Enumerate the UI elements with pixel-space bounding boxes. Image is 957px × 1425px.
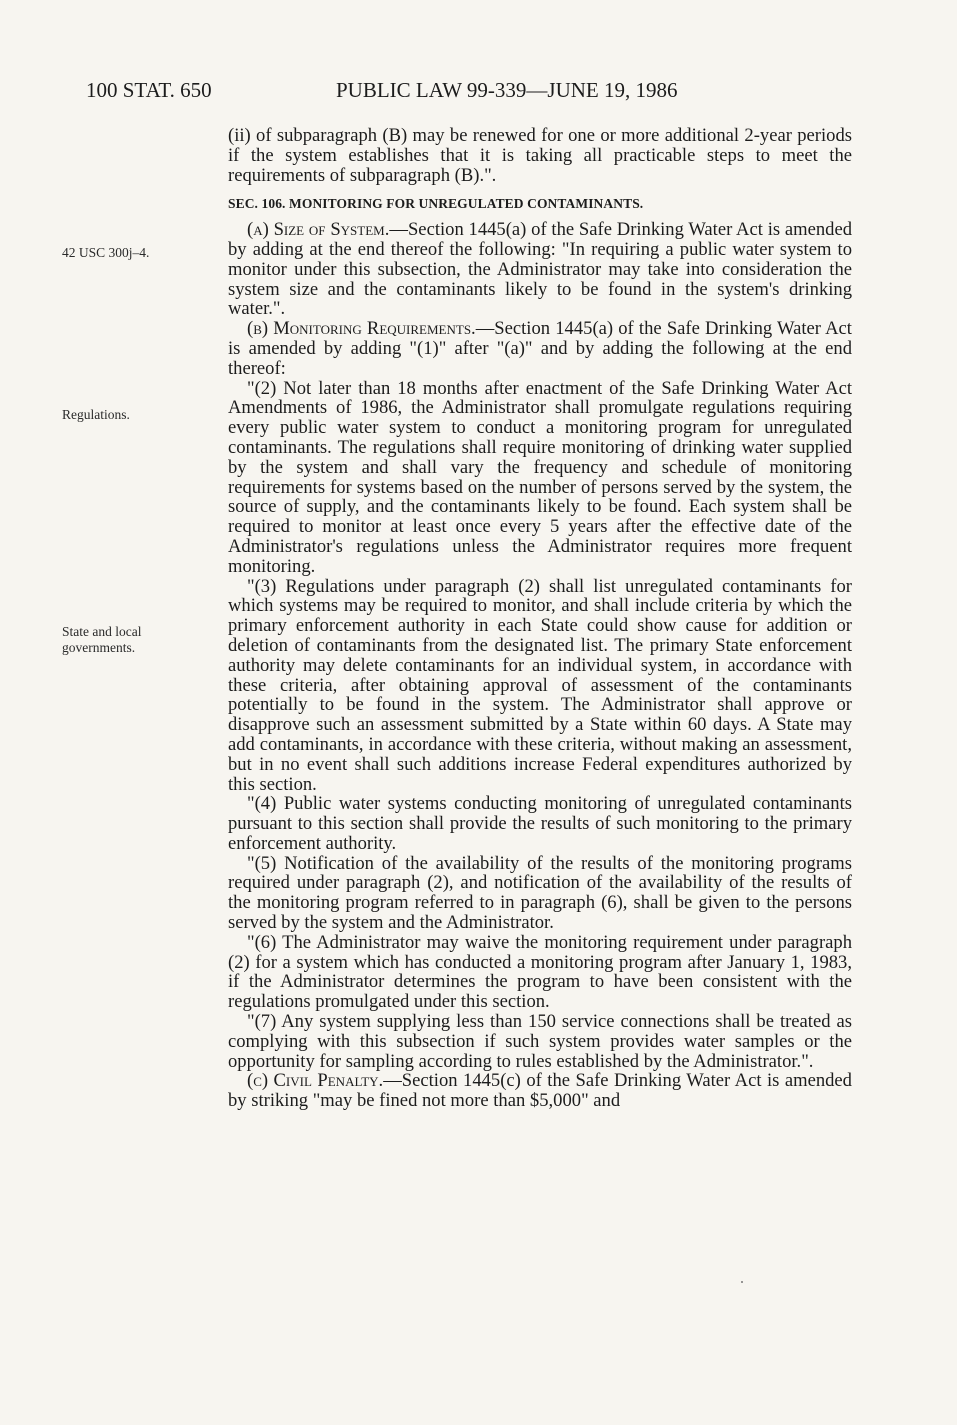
paragraph-continuation: (ii) of subparagraph (B) may be renewed for one or more additional 2-year periods if the system establishes that it is taking all practicable steps to meet the requirements of subparagraph (B).". <box>228 125 852 186</box>
subsection-a <box>228 220 852 319</box>
margin-note-regulations: Regulations. <box>62 407 130 422</box>
subsection-a-label: (a) Size of System. <box>247 219 390 241</box>
paragraph-3: "(3) Regulations under paragraph (2) shall list unregulated contaminants for which systems may be required to monitor, and shall include criteria by which the primary enforcement authority in each State could show cause for addition or deletion of contaminants from the designated list. The primary State enforcement authority may delete contaminants for an individual system, in accordance with these criteria, after obtaining approval of assessment of the contaminants potentially to be found in the system. The Administrator shall approve or disapprove such an assessment submitted by a State within 60 days. A State may add contaminants, in accordance with these criteria, without making an assessment, but in no event shall such additions increase Federal expenditures authorized by this section. <box>228 575 852 795</box>
document-body <box>228 126 852 1111</box>
paragraph-6: "(6) The Administrator may waive the monitoring requirement under paragraph (2) for a system which has conducted a monitoring program after January 1, 1983, if the Administrator determines the program to have been consistent with the regulations promulgated under this section. <box>228 931 852 1013</box>
page-title: PUBLIC LAW 99-339—JUNE 19, 1986 <box>336 78 678 102</box>
page-header <box>86 76 736 104</box>
subsection-b-label: (b) Monitoring Requirements. <box>247 318 476 340</box>
margin-note-state-local <box>62 624 192 656</box>
margin-note-line: governments. <box>62 640 136 655</box>
subsection-b-text: —Section 1445(a) of the Safe Drinking Water Act is amended by adding "(1)" after "(a)" and by adding the following at the end thereof: <box>228 318 852 379</box>
paragraph-2: "(2) Not later than 18 months after enactment of the Safe Drinking Water Act Amendments of 1986, the Administrator shall promulgate regulations requiring every public water system to conduct a monitoring program for unregulated contaminants. The regulations shall require monitoring of drinking water supplied by the system and shall vary the frequency and schedule of monitoring requirements for systems based on the number of persons served by the system, the source of supply, and the contaminants likely to be found. Each system shall be required to monitor at least once every 5 years after the effective date of the Administrator's regulations unless the Administrator requires more frequent monitoring. <box>228 377 852 577</box>
margin-note-usc: 42 USC 300j–4. <box>62 245 150 260</box>
subsection-c-label: (c) Civil Penalty. <box>247 1070 384 1092</box>
paragraph-4: "(4) Public water systems conducting monitoring of unregulated contaminants pursuant to this section shall provide the results of such monitoring to the primary enforcement authority. <box>228 793 852 854</box>
margin-note-line: State and local <box>62 624 142 639</box>
scan-speck <box>741 1281 743 1283</box>
subsection-c <box>228 1071 852 1111</box>
subsection-a-text: —Section 1445(a) of the Safe Drinking Water Act is amended by adding at the end thereof the following: "In requiring a public water system to monitor under this subsection, the Administrator may take into consideration the system size and the contaminants likely to be found in the system's drinking water.". <box>228 219 852 320</box>
section-heading: SEC. 106. MONITORING FOR UNREGULATED CONTAMINANTS. <box>228 196 644 212</box>
page-reference: 100 STAT. 650 <box>86 78 212 102</box>
subsection-b <box>228 319 852 378</box>
subsection-c-text: —Section 1445(c) of the Safe Drinking Water Act is amended by striking "may be fined not more than $5,000" and <box>228 1070 852 1112</box>
paragraph-5: "(5) Notification of the availability of the results of the monitoring programs required under paragraph (2), and notification of the availability of the results of the monitoring program referred to in paragraph (6), shall be given to the persons served by the system and the Administrator. <box>228 852 852 934</box>
paragraph-7: "(7) Any system supplying less than 150 service connections shall be treated as complying with this subsection if such system provides water samples or the opportunity for sampling according to rules established by the Administrator.". <box>228 1011 852 1072</box>
